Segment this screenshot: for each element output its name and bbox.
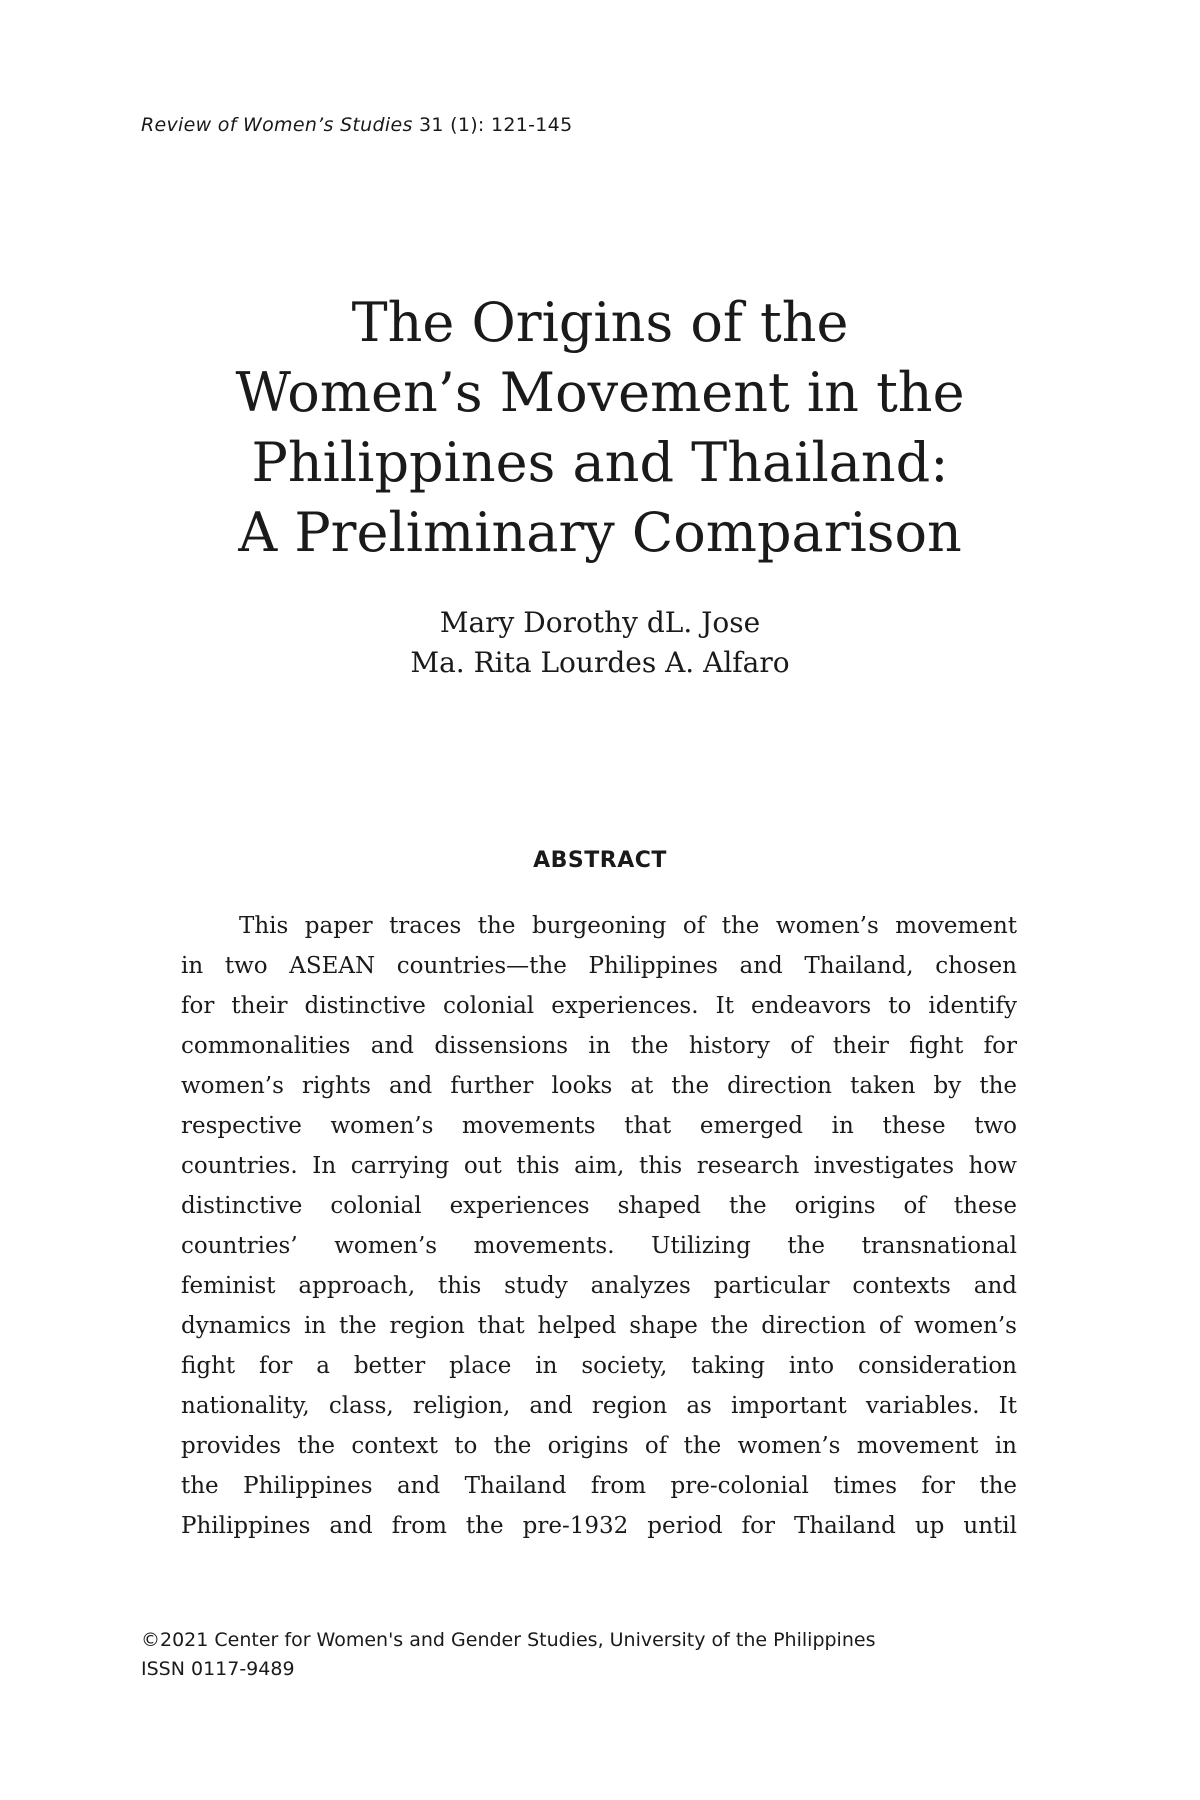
- issn-number: ISSN 0117-9489: [141, 1658, 295, 1680]
- title-line: Philippines and Thailand:: [251, 431, 949, 494]
- abstract-line: Philippines and from the pre-1932 period for Thailand up until: [181, 1513, 1017, 1539]
- journal-name: Review of Women’s Studies: [141, 114, 413, 136]
- title-line: The Origins of the: [351, 291, 849, 354]
- abstract-line: commonalities and dissensions in the history of their fight for: [181, 1033, 1017, 1059]
- author-name: Ma. Rita Lourdes A. Alfaro: [410, 646, 790, 679]
- abstract-heading: ABSTRACT: [533, 848, 667, 873]
- author-name: Mary Dorothy dL. Jose: [439, 606, 761, 639]
- running-head: [141, 114, 572, 136]
- abstract-line: distinctive colonial experiences shaped the origins of these: [181, 1193, 1017, 1219]
- abstract-line: respective women’s movements that emerged in these two: [181, 1113, 1017, 1139]
- abstract-line: feminist approach, this study analyzes particular contexts and: [181, 1273, 1017, 1299]
- abstract-line: countries. In carrying out this aim, this research investigates how: [181, 1153, 1017, 1179]
- title-line: A Preliminary Comparison: [238, 501, 962, 564]
- abstract-line: for their distinctive colonial experiences. It endeavors to identify: [181, 993, 1017, 1019]
- abstract-line: fight for a better place in society, taking into consideration: [181, 1353, 1017, 1379]
- title-line: Women’s Movement in the: [235, 361, 965, 424]
- abstract-body: [181, 906, 1017, 1546]
- copyright-notice: ©2021 Center for Women's and Gender Studies, University of the Philippines: [141, 1629, 876, 1651]
- abstract-line: in two ASEAN countries—the Philippines and Thailand, chosen: [181, 953, 1017, 979]
- abstract-line: dynamics in the region that helped shape the direction of women’s: [181, 1313, 1017, 1339]
- journal-citation: 31 (1): 121-145: [412, 114, 573, 136]
- page-footer: [141, 1626, 875, 1684]
- abstract-line: provides the context to the origins of the women’s movement in: [181, 1433, 1017, 1459]
- article-title: [0, 288, 1200, 568]
- abstract-line: countries’ women’s movements. Utilizing the transnational: [181, 1233, 1017, 1259]
- abstract-line: the Philippines and Thailand from pre-colonial times for the: [181, 1473, 1017, 1499]
- abstract-line: This paper traces the burgeoning of the women’s movement: [239, 913, 1017, 939]
- abstract-line: women’s rights and further looks at the direction taken by the: [181, 1073, 1017, 1099]
- abstract-line: nationality, class, religion, and region as important variables. It: [181, 1393, 1017, 1419]
- author-list: [0, 603, 1200, 683]
